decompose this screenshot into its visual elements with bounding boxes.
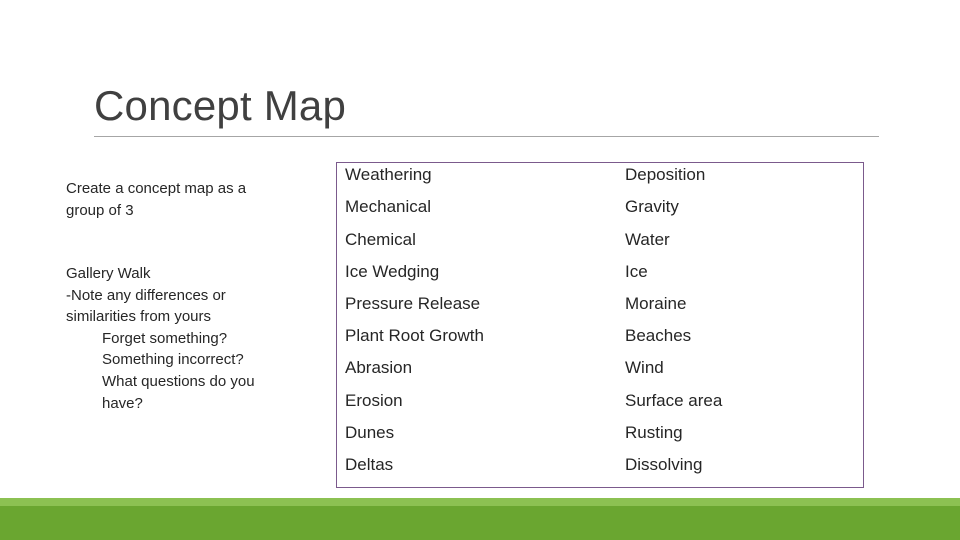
- footer-bar: [0, 506, 960, 540]
- table-cell-right: Moraine: [625, 294, 687, 313]
- table-row: [337, 294, 863, 326]
- instructions-gallery-walk: [66, 263, 306, 414]
- instruction-line: similarities from yours: [66, 308, 212, 326]
- table-cell-right: Ice: [625, 262, 648, 281]
- table-cell-right: Beaches: [625, 326, 692, 345]
- table-row: [337, 165, 863, 197]
- table-cell-right: Gravity: [625, 197, 679, 216]
- instruction-line: Create a concept map as a: [66, 180, 247, 197]
- table-cell-right: Water: [625, 230, 670, 249]
- table-row: [337, 326, 863, 358]
- terms-table: [336, 162, 864, 488]
- instruction-line-indented: Something incorrect?: [102, 351, 244, 369]
- table-row: [337, 358, 863, 390]
- instruction-line: -Note any differences or: [66, 286, 226, 304]
- instruction-line: group of 3: [66, 201, 134, 219]
- slide-title: Concept Map: [94, 82, 347, 129]
- table-row: [337, 423, 863, 455]
- table-cell-left: Mechanical: [345, 197, 431, 216]
- footer-accent-bar: [0, 498, 960, 506]
- title-divider: [94, 136, 879, 137]
- instruction-line-indented: What questions do you: [102, 372, 255, 390]
- instruction-line-indented: have?: [102, 394, 143, 412]
- table-cell-left: Chemical: [345, 230, 416, 249]
- table-row: [337, 197, 863, 229]
- table-cell-right: Wind: [625, 358, 664, 377]
- table-row: [337, 391, 863, 423]
- table-cell-left: Abrasion: [345, 358, 413, 377]
- table-cell-right: Dissolving: [625, 455, 703, 474]
- table-cell-left: Plant Root Growth: [345, 326, 484, 345]
- table-row: [337, 455, 863, 487]
- table-cell-left: Ice Wedging: [345, 262, 440, 281]
- table-cell-right: Rusting: [625, 423, 683, 442]
- instructions-group-task: [66, 178, 306, 221]
- table-cell-left: Deltas: [345, 455, 394, 474]
- table-row: [337, 230, 863, 262]
- instruction-line-indented: Forget something?: [102, 329, 228, 347]
- table-cell-left: Weathering: [345, 165, 432, 184]
- table-cell-left: Erosion: [345, 391, 403, 410]
- table-cell-right: Surface area: [625, 391, 723, 410]
- table-cell-right: Deposition: [625, 165, 706, 184]
- table-cell-left: Dunes: [345, 423, 395, 442]
- instruction-line: Gallery Walk: [66, 265, 151, 282]
- table-cell-left: Pressure Release: [345, 294, 481, 313]
- table-row: [337, 262, 863, 294]
